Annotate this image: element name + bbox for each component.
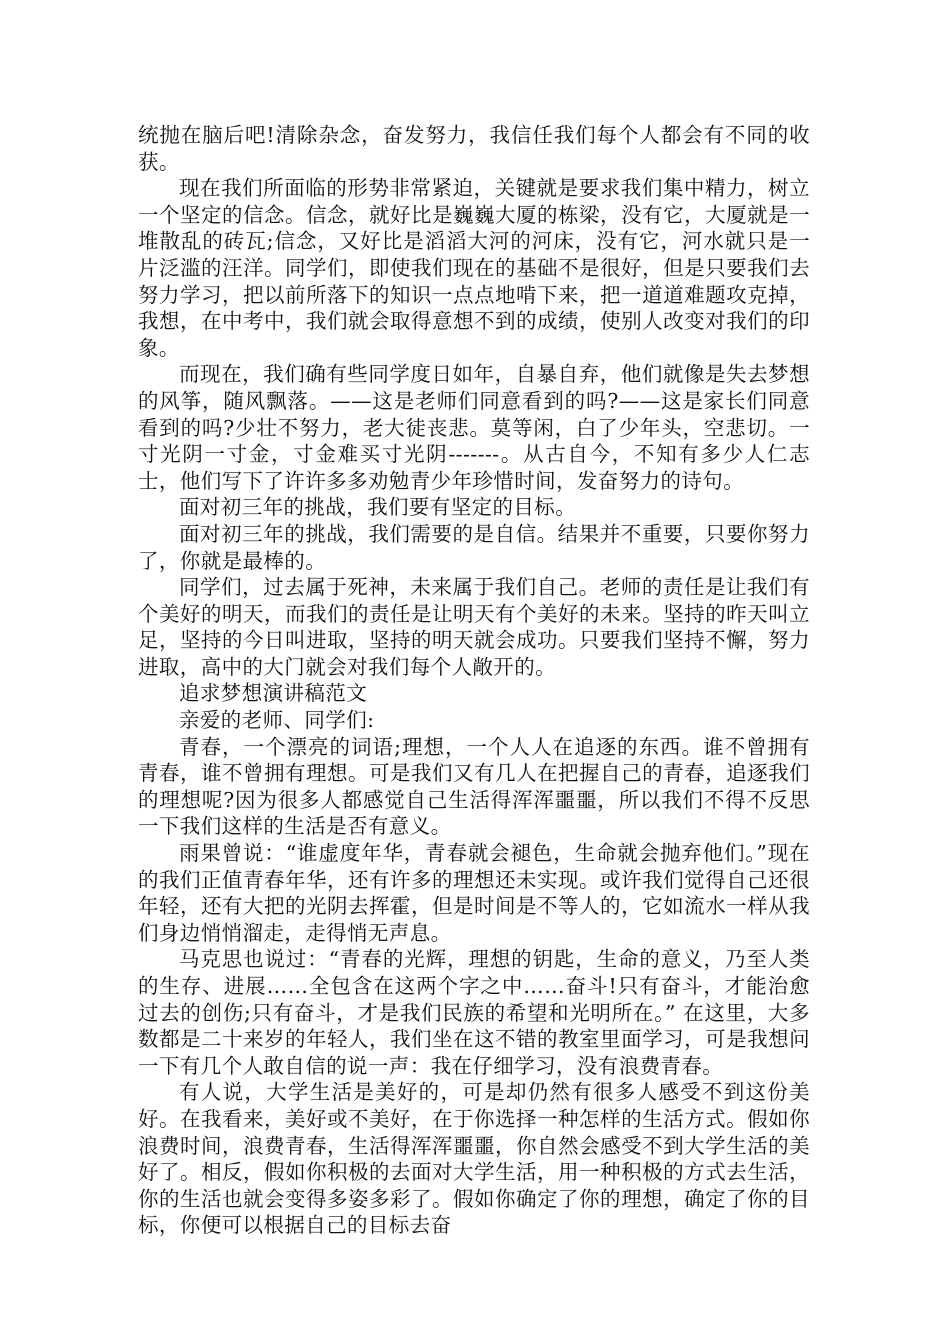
paragraph-goal: 面对初三年的挑战，我们要有坚定的目标。 [179,495,577,520]
paragraph-continuation: 统抛在脑后吧!清除杂念，奋发努力，我信任我们每个人都会有不同的收获。 [138,123,810,174]
paragraph-confidence: 面对初三年的挑战，我们需要的是自信。结果并不重要，只要你努力了，你就是最棒的。 [138,521,810,573]
paragraph-hugo-quote: 雨果曾说：“谁虚度年华，青春就会褪色，生命就会抛弃他们。”现在的我们正值青春年华，还有许多的理想还未实现。或许我们觉得自己还很年轻，还有大把的光阴去挥霍，但是时间是不等人的，它如流水一样从我们身边悄悄溜走，走得悄无声息。 [138,841,810,945]
paragraph-marx-quote: 马克思也说过：“青春的光辉，理想的钥匙，生命的意义，乃至人类的生存、进展……全包含在这两个字之中……奋斗!只有奋斗，才能治愈过去的创伤;只有奋斗，才是我们民族的希望和光明所在。” 在这里，大多数都是二十来岁的年轻人，我们坐在这不错的教室里面学习，可是我想问一下有几个人敢自信的说一声：我在仔细学习，没有浪费青春。 [138,947,810,1078]
paragraph-future: 同学们，过去属于死神，未来属于我们自己。老师的责任是让我们有个美好的明天，而我们的责任是让明天有个美好的未来。坚持的昨天叫立足，坚持的今日叫进取，坚持的明天就会成功。只要我们坚持不懈，努力进取，高中的大门就会对我们每个人敞开的。 [138,575,810,679]
paragraph-belief: 现在我们所面临的形势非常紧迫，关键就是要求我们集中精力，树立一个坚定的信念。信念，就好比是巍巍大厦的栋梁，没有它，大厦就是一堆散乱的砖瓦;信念，又好比是滔滔大河的河床，没有它，河水就只是一片泛滥的汪洋。同学们，即使我们现在的基础不是很好，但是只要我们去努力学习，把以前所落下的知识一点点地啃下来，把一道道难题攻克掉，我想，在中考中，我们就会取得意想不到的成绩，使别人改变对我们的印象。 [138,176,810,360]
section-title: 追求梦想演讲稿范文 [179,681,368,706]
paragraph-youth: 青春，一个漂亮的词语;理想，一个人人在追逐的东西。谁不曾拥有青春，谁不曾拥有理想。可是我们又有几人在把握自己的青春，追逐我们的理想呢?因为很多人都感觉自己生活得浑浑噩噩，所以我们不得不反思一下我们这样的生活是否有意义。 [138,734,810,839]
paragraph-lost-dreams: 而现在，我们确有些同学度日如年，自暴自弃，他们就像是失去梦想的风筝，随风飘落。——这是老师们同意看到的吗?——这是家长们同意看到的吗?少壮不努力，老大徒丧悲。莫等闲，白了少年头，空悲切。一寸光阴一寸金，寸金难买寸光阴-------。从古自今，不知有多少人仁志士，他们写下了许许多多劝勉青少年珍惜时间，发奋努力的诗句。 [138,362,810,493]
paragraph-college-life: 有人说，大学生活是美好的，可是却仍然有很多人感受不到这份美好。在我看来，美好或不美好，在于你选择一种怎样的生活方式。假如你浪费时间，浪费青春，生活得浑浑噩噩，你自然会感受不到大学生活的美好了。相反，假如你积极的去面对大学生活，用一种积极的方式去生活，你的生活也就会变得多姿多彩了。假如你确定了你的理想，确定了你的目标，你便可以根据自己的目标去奋 [138,1080,810,1238]
salutation: 亲爱的老师、同学们: [179,708,375,733]
document-body [138,122,810,1239]
